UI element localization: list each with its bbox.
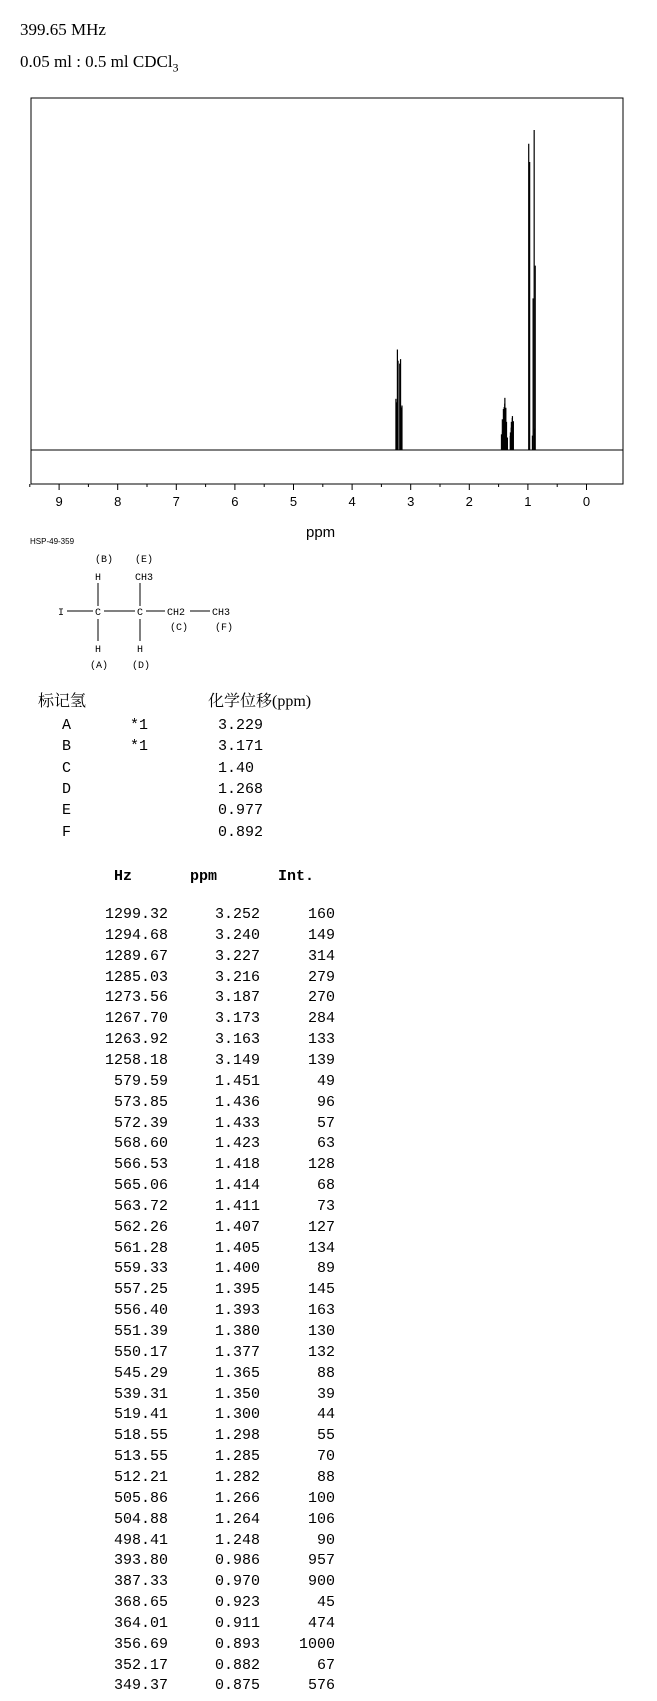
- x-tick-label-7: 7: [172, 494, 180, 509]
- peak-col-int: Int.: [278, 868, 315, 885]
- peak-hz: 545.29: [113, 1364, 168, 1382]
- peak-int: 160: [307, 906, 335, 923]
- struct-atom-c2: C: [137, 608, 144, 619]
- solvent-subscript: 3: [172, 60, 179, 75]
- peak-ppm: 1.298: [214, 1427, 260, 1445]
- peak-hz: 504.88: [113, 1510, 168, 1528]
- assignment-label: B: [62, 738, 72, 756]
- peak-hz: 1299.32: [104, 906, 168, 923]
- peak-int: 88: [316, 1364, 335, 1382]
- peak-hz: 566.53: [113, 1156, 168, 1174]
- peak-ppm: 1.411: [214, 1197, 260, 1215]
- peak-int: 576: [307, 1677, 335, 1695]
- peak-hz: 539.31: [113, 1385, 168, 1403]
- peak-ppm: 1.436: [214, 1093, 260, 1111]
- solvent-text: 0.05 ml : 0.5 ml CDCl: [20, 52, 173, 71]
- peak-ppm: 0.882: [214, 1656, 260, 1674]
- peak-hz: 364.01: [113, 1614, 168, 1632]
- peak-ppm: 1.405: [214, 1239, 260, 1257]
- peak-hz: 1263.92: [104, 1031, 168, 1049]
- assignment-label: D: [62, 780, 72, 798]
- peak-ppm: 1.407: [214, 1218, 260, 1236]
- peak-int: 127: [307, 1218, 335, 1236]
- x-tick-label-1: 1: [524, 494, 532, 509]
- peak-ppm: 1.418: [214, 1156, 260, 1174]
- assignment-shift: 3.171: [218, 738, 264, 756]
- peak-hz: 519.41: [113, 1406, 168, 1424]
- struct-atom-i: I: [58, 608, 65, 619]
- x-tick-label-8: 8: [114, 494, 122, 509]
- peak-ppm: 0.893: [214, 1635, 260, 1653]
- peak-ppm: 1.423: [214, 1135, 260, 1153]
- assignment-shift: 0.977: [218, 802, 264, 820]
- struct-label-f: (F): [215, 623, 234, 634]
- peak-int: 132: [307, 1343, 335, 1361]
- assignment-label: E: [62, 802, 72, 820]
- peak-int: 106: [307, 1510, 335, 1528]
- peak-int: 89: [316, 1260, 335, 1278]
- peak-int: 57: [316, 1114, 335, 1132]
- peak-ppm: 3.163: [214, 1031, 260, 1049]
- peak-int: 474: [307, 1614, 335, 1632]
- peak-ppm: 1.300: [214, 1406, 260, 1424]
- peak-int: 279: [307, 968, 335, 986]
- peak-hz: 505.86: [113, 1489, 168, 1507]
- peak-ppm: 1.400: [214, 1260, 260, 1278]
- assignment-col-shift: 化学位移(ppm): [208, 693, 312, 710]
- x-tick-label-0: 0: [582, 494, 591, 509]
- peak-hz: 563.72: [113, 1197, 168, 1215]
- peak-hz: 512.21: [113, 1468, 168, 1486]
- peak-hz: 1267.70: [104, 1010, 168, 1028]
- peak-int: 957: [307, 1552, 335, 1570]
- assignment-label: C: [62, 759, 72, 777]
- peak-int: 100: [307, 1489, 335, 1507]
- peak-hz: 568.60: [113, 1135, 168, 1153]
- peak-ppm: 1.266: [214, 1489, 260, 1507]
- struct-h-bottom-2: H: [137, 645, 144, 656]
- struct-atom-c1: C: [95, 608, 102, 619]
- peak-hz: 1258.18: [104, 1051, 168, 1069]
- peak-int: 149: [307, 926, 335, 944]
- peak-col-hz: Hz: [114, 868, 133, 885]
- peak-int: 68: [316, 1177, 335, 1195]
- peak-hz: 513.55: [113, 1448, 168, 1466]
- peak-int: 44: [316, 1406, 335, 1424]
- struct-ch2: CH2: [167, 608, 186, 619]
- peak-ppm: 1.365: [214, 1364, 260, 1382]
- peak-int: 284: [307, 1010, 335, 1028]
- peak-int: 145: [307, 1281, 335, 1299]
- peak-int: 134: [307, 1239, 335, 1257]
- peak-hz: 565.06: [113, 1177, 168, 1195]
- peak-hz: 1285.03: [104, 968, 168, 986]
- peak-int: 270: [307, 989, 335, 1007]
- peak-ppm: 3.227: [214, 947, 260, 965]
- peak-ppm: 0.923: [214, 1594, 260, 1612]
- spectrum-code: HSP-49-359: [30, 537, 75, 546]
- assignment-label: F: [62, 823, 72, 841]
- struct-label-d: (D): [132, 661, 151, 672]
- struct-label-b: (B): [95, 555, 114, 566]
- peak-ppm: 3.240: [214, 926, 260, 944]
- peak-ppm: 1.433: [214, 1114, 260, 1132]
- x-tick-label-9: 9: [55, 494, 63, 509]
- peak-int: 45: [316, 1594, 335, 1612]
- peak-hz: 559.33: [113, 1260, 168, 1278]
- peak-hz: 1294.68: [104, 926, 168, 944]
- peak-ppm: 1.414: [214, 1177, 260, 1195]
- peak-int: 49: [316, 1072, 335, 1090]
- peak-ppm: 3.252: [214, 906, 260, 923]
- peak-ppm: 1.282: [214, 1468, 260, 1486]
- peak-hz: 557.25: [113, 1281, 168, 1299]
- peak-ppm: 0.970: [214, 1573, 260, 1591]
- peak-ppm: 1.377: [214, 1343, 260, 1361]
- peak-col-ppm: ppm: [190, 868, 218, 885]
- assignment-shift: 0.892: [218, 823, 264, 841]
- struct-h-top: H: [95, 573, 102, 584]
- struct-label-c: (C): [170, 623, 189, 634]
- peak-ppm: 1.350: [214, 1385, 260, 1403]
- peak-ppm: 0.911: [214, 1614, 260, 1632]
- peak-hz: 349.37: [113, 1677, 168, 1695]
- peak-hz: 561.28: [113, 1239, 168, 1257]
- peak-ppm: 1.451: [214, 1072, 260, 1090]
- peak-int: 39: [316, 1385, 335, 1403]
- assignment-shift: 3.229: [218, 717, 264, 734]
- peak-int: 900: [307, 1573, 335, 1591]
- peak-int: 90: [316, 1531, 335, 1549]
- peak-hz: 579.59: [113, 1072, 168, 1090]
- peak-hz: 1273.56: [104, 989, 168, 1007]
- peak-int: 63: [316, 1135, 335, 1153]
- struct-label-e: (E): [135, 555, 154, 566]
- peak-ppm: 1.395: [214, 1281, 260, 1299]
- peak-int: 133: [307, 1031, 335, 1049]
- peak-ppm: 3.216: [214, 968, 260, 986]
- x-tick-label-5: 5: [289, 494, 298, 509]
- assignment-shift: 1.268: [218, 780, 264, 798]
- assignment-note: *1: [130, 738, 149, 756]
- peak-ppm: 1.264: [214, 1510, 260, 1528]
- peak-int: 88: [316, 1468, 335, 1486]
- peak-int: 130: [307, 1323, 335, 1340]
- assignment-col-label: 标记氢: [38, 693, 87, 710]
- peak-hz: 562.26: [113, 1218, 168, 1236]
- peak-int: 96: [316, 1093, 335, 1111]
- peak-hz: 573.85: [113, 1093, 168, 1111]
- peak-hz: 387.33: [113, 1573, 168, 1591]
- x-axis-label: ppm: [306, 524, 336, 541]
- peak-ppm: 1.285: [214, 1448, 260, 1466]
- peak-hz: 1289.67: [104, 947, 168, 965]
- assignment-shift: 1.40: [218, 759, 255, 777]
- assignment-note: *1: [130, 717, 149, 734]
- x-tick-label-3: 3: [407, 494, 415, 509]
- struct-label-a: (A): [90, 661, 109, 672]
- peak-ppm: 3.149: [214, 1051, 260, 1069]
- peak-hz: 551.39: [113, 1323, 168, 1340]
- peak-int: 314: [307, 947, 335, 965]
- peak-hz: 393.80: [113, 1552, 168, 1570]
- peak-ppm: 1.393: [214, 1302, 260, 1320]
- spectrometer-frequency: 399.65 MHz: [20, 20, 106, 39]
- struct-h-bottom-1: H: [95, 645, 102, 656]
- x-axis-ticks: [30, 484, 590, 509]
- molecular-structure: [50, 553, 270, 688]
- peak-hz: 356.69: [113, 1635, 168, 1653]
- peak-int: 67: [316, 1656, 335, 1674]
- peak-ppm: 3.187: [214, 989, 260, 1007]
- peak-int: 70: [316, 1448, 335, 1466]
- nmr-spectrum-chart: [0, 0, 657, 520]
- peak-int: 128: [307, 1156, 335, 1174]
- peak-ppm: 0.875: [214, 1677, 260, 1695]
- peak-ppm: 1.380: [214, 1323, 260, 1340]
- struct-ch3-right: CH3: [212, 608, 231, 619]
- x-tick-label-4: 4: [348, 494, 356, 509]
- peak-int: 55: [316, 1427, 335, 1445]
- peak-ppm: 3.173: [214, 1010, 260, 1028]
- spectrum-peaks: [396, 130, 535, 450]
- peak-hz: 352.17: [113, 1656, 168, 1674]
- assignment-label: A: [62, 717, 72, 734]
- peak-hz: 556.40: [113, 1302, 168, 1320]
- peak-int: 163: [307, 1302, 335, 1320]
- struct-ch3-top: CH3: [135, 573, 154, 584]
- peak-int: 73: [316, 1197, 335, 1215]
- peak-hz: 498.41: [113, 1531, 168, 1549]
- peak-ppm: 0.986: [214, 1552, 260, 1570]
- peak-int: 139: [307, 1051, 335, 1069]
- peak-int: 1000: [298, 1635, 335, 1653]
- peak-hz: 368.65: [113, 1594, 168, 1612]
- x-tick-label-2: 2: [465, 494, 473, 509]
- peak-hz: 572.39: [113, 1114, 168, 1132]
- x-tick-label-6: 6: [231, 494, 239, 509]
- peak-hz: 518.55: [113, 1427, 168, 1445]
- peak-ppm: 1.248: [214, 1531, 260, 1549]
- peak-hz: 550.17: [113, 1343, 168, 1361]
